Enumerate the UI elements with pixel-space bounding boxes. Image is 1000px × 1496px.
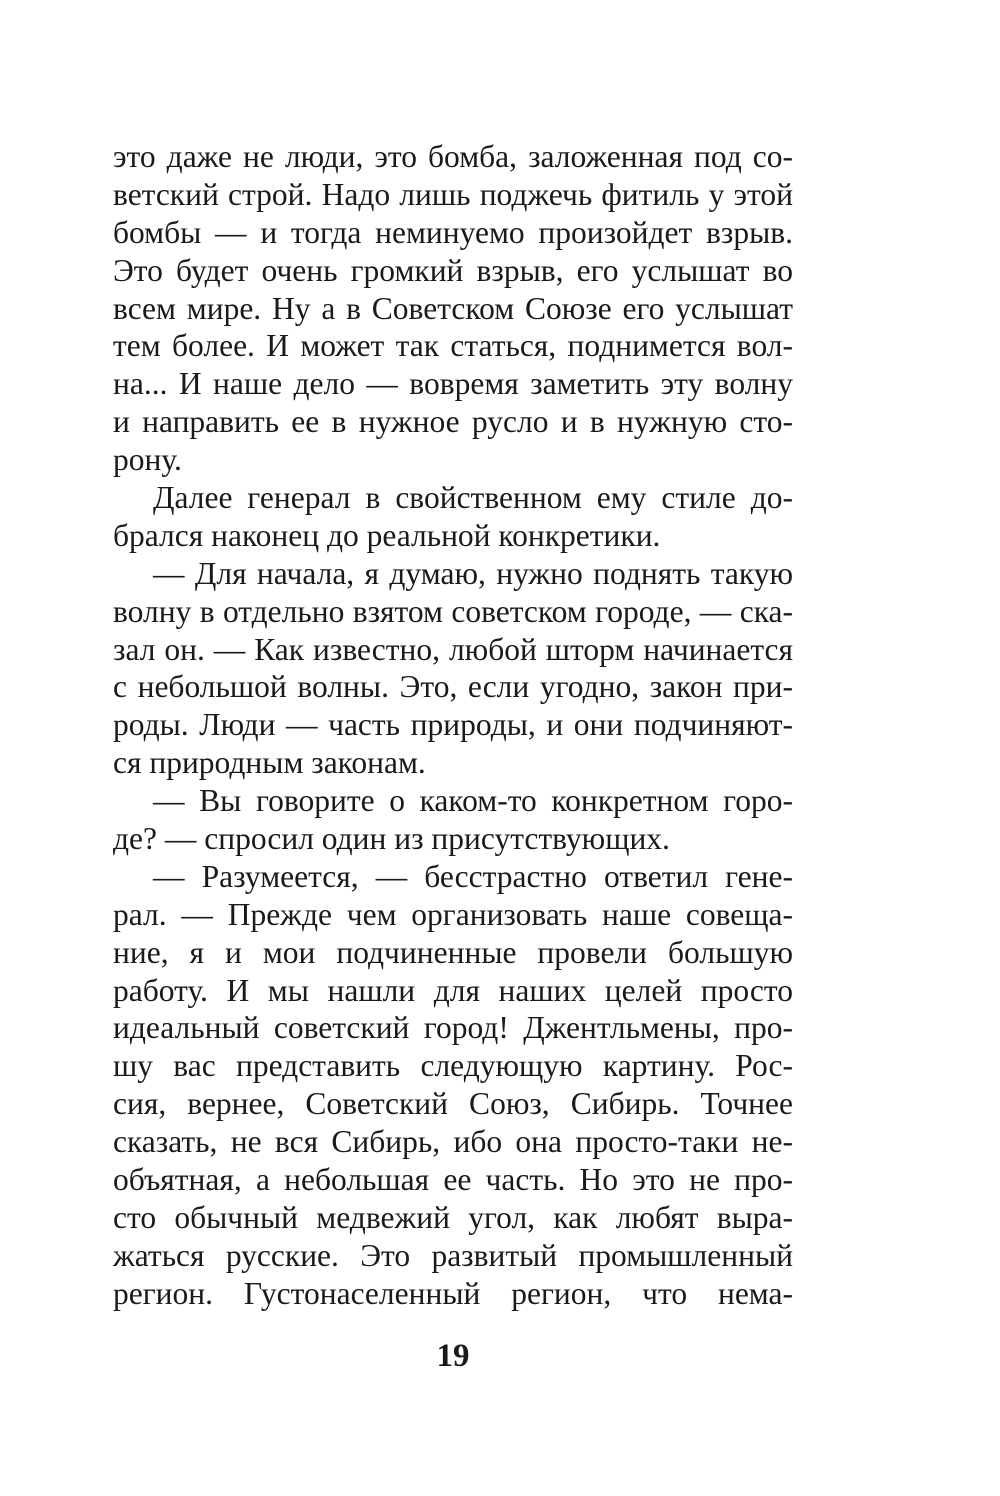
text-line: Далее генерал в свойственном ему стиле до- — [153, 480, 793, 516]
text-line: и направить ее в нужное русло и в нужную сто- — [113, 404, 793, 440]
text-line: сто обычный медвежий угол, как любят выра- — [113, 1199, 793, 1235]
text-line: ветский строй. Надо лишь поджечь фитиль у этой — [113, 176, 793, 212]
text-line: на... И наше дело — вовремя заметить эту волну — [113, 366, 793, 402]
text-line: тем более. И может так статься, поднимется вол- — [113, 328, 793, 364]
text-line: брался наконец до реальной конкретики. — [113, 517, 661, 553]
text-line: шу вас представить следующую картину. Рос- — [113, 1048, 793, 1084]
text-line: ние, я и мои подчиненные провели большую — [113, 934, 793, 970]
body-text — [113, 138, 793, 1313]
text-line: Это будет очень громкий взрыв, его услышат во — [113, 252, 793, 288]
text-line: — Для начала, я думаю, нужно поднять такую — [153, 555, 793, 591]
text-line: идеальный советский город! Джентльмены, про- — [113, 1010, 793, 1046]
text-line: зал он. — Как известно, любой шторм начинается — [113, 631, 793, 667]
text-line: роды. Люди — часть природы, и они подчиняют- — [113, 707, 793, 743]
text-line: ся природным законам. — [113, 745, 426, 781]
text-line: объятная, а небольшая ее часть. Но это не про- — [113, 1162, 793, 1198]
text-line: жаться русские. Это развитый промышленный — [113, 1237, 793, 1273]
text-line: сия, вернее, Советский Союз, Сибирь. Точнее — [113, 1086, 793, 1122]
page-number: 19 — [436, 1338, 470, 1374]
text-line: это даже не люди, это бомба, заложенная под со- — [113, 139, 793, 174]
text-line: сказать, не вся Сибирь, ибо она просто-таки не- — [113, 1124, 793, 1160]
text-line: регион. Густонаселенный регион, что нема- — [113, 1275, 793, 1311]
text-line: — Разумеется, — бесстрастно ответил гене- — [153, 858, 793, 894]
text-line: бомбы — и тогда неминуемо произойдет взрыв. — [113, 214, 793, 250]
text-line: рал. — Прежде чем организовать наше совеща- — [113, 896, 793, 932]
text-line: работу. И мы нашли для наших целей просто — [113, 972, 793, 1008]
text-line: де? — спросил один из присутствующих. — [113, 821, 670, 857]
text-line: всем мире. Ну а в Советском Союзе его услышат — [113, 290, 793, 326]
text-line: рону. — [113, 442, 182, 478]
text-line: волну в отдельно взятом советском городе, — ска- — [113, 593, 793, 629]
text-line: — Вы говорите о каком-то конкретном горо- — [153, 783, 793, 819]
text-line: с небольшой волны. Это, если угодно, закон при- — [113, 669, 793, 705]
